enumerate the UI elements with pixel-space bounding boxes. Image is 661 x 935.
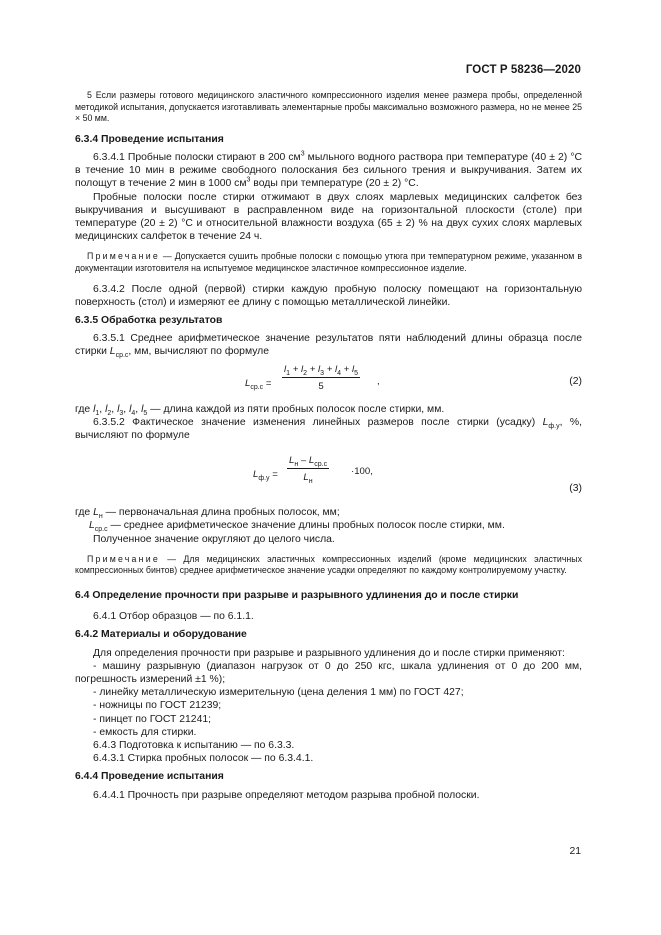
- list-item: - линейку металлическую измерительную (цена деления 1 мм) по ГОСТ 427;: [93, 687, 464, 699]
- section-6-4-title: 6.4 Определение прочности при разрыве и разрывного удлинения до и после стирки: [75, 590, 519, 602]
- formula-2-fraction: [282, 363, 360, 393]
- section-6-4-2-title: 6.4.2 Материалы и оборудование: [75, 629, 247, 641]
- paragraph-6-3-5-1: 6.3.5.1 Среднее арифметическое значение результатов пяти наблюдений длины образца после стирки $L_{ср.с}$, мм, вычисляют по формуле: [75, 333, 582, 360]
- formula-3: [75, 442, 582, 506]
- paragraph-6-4-3: 6.4.3 Подготовка к испытанию — по 6.3.3.: [93, 740, 295, 752]
- list-item: - пинцет по ГОСТ 21241;: [93, 713, 212, 725]
- formula-2-number: (2): [569, 375, 582, 387]
- note-drying: Примечание — Допускается сушить пробные полоски с помощью утюга при температурном режиме, указанном в документации изготовителя на испытуемое медицинское эластичное компрессионное изделие.: [75, 251, 582, 273]
- note-shrinkage: Примечание — Для медицинских эластичных компрессионных изделий (кроме медицинских эластичных компрессионных бинтов) среднее арифметическое значение усадки определяют по каждому контролируемому участку.: [75, 553, 582, 576]
- paragraph-6-4-1: 6.4.1 Отбор образцов — по 6.1.1.: [93, 611, 254, 623]
- paragraph-6-3-4-2: 6.3.4.2 После одной (первой) стирки каждую пробную полоску помещают на горизонтальную поверхность (стол) и измеряют ее длину с помощью металлической линейки.: [75, 283, 582, 308]
- paragraph-6-3-5-2: 6.3.5.2 Фактическое значение изменения линейных размеров после стирки (усадку) $L_{ф.у}$, %, вычисляют по формуле: [75, 416, 582, 442]
- formula-3-numerator: $L_н - L_{ср.с}$: [289, 455, 328, 469]
- paragraph-6-4-2-intro: Для определения прочности при разрыве и разрывного удлинения до и после стирки применяют:: [93, 647, 565, 659]
- formula-2-lhs: $L_{ср.с}$ =: [245, 377, 272, 391]
- where-l-src-definition: $L_{ср.с}$ — среднее арифметическое значение длины пробных полосок после стирки, мм.: [89, 520, 505, 534]
- section-6-3-4-title: 6.3.4 Проведение испытания: [75, 133, 224, 145]
- section-6-3-5-title: 6.3.5 Обработка результатов: [75, 315, 223, 326]
- page-content: [75, 90, 582, 802]
- list-item: - ножницы по ГОСТ 21239;: [93, 700, 222, 712]
- formula-3-denominator: $L_н$: [303, 472, 313, 486]
- paragraph-drying: Пробные полоски после стирки отжимают в двух слоях марлевых медицинских салфеток без выкручивания и высушивают в расправленном виде на горизонтальной плоскости (столе) при температуре (20 ± 2) °С и относительной влажности воздуха (65 ± 2) % на двух сухих слоях марлевых медицинских салфеток в течение 24 ч.: [75, 191, 582, 243]
- formula-2-numerator: $l_1 + l_2 + l_3 + l_4 + l_5$: [284, 363, 358, 377]
- formula-2-denominator: 5: [318, 380, 324, 392]
- paragraph-6-3-4-1: 6.3.4.1 Пробные полоски стирают в 200 $см^3$ мыльного водного раствора при температуре (40 ± 2) °С в течение 10 мин в режиме свободного полоскания без сильного трения и выкручивания. Затем их полощут в течение 2 мин в 1000 $см^3$ воды при температуре (20 ± 2) °С.: [75, 150, 582, 190]
- formula-2: $L_{ср.с}$ = $\frac{l_1 + l_2 + l_3 + l_4 + l_5}{5}$ , (2): [245, 363, 582, 392]
- formula-3-multiplier: ·100,: [351, 466, 373, 478]
- formula-3-number: (3): [569, 483, 582, 495]
- paragraph-6-4-3-1: 6.4.3.1 Стирка пробных полосок — по 6.3.4.1.: [93, 753, 314, 765]
- list-item: - емкость для стирки.: [93, 726, 197, 738]
- formula-3-fraction: [287, 454, 329, 484]
- page-number: 21: [569, 846, 581, 857]
- where-l-n-definition: где $L_н$ — первоначальная длина пробных полосок, мм;: [75, 507, 340, 521]
- where-l-definition: где $l_1$, $l_2$, $l_3$, $l_4$, $l_5$ — длина каждой из пяти пробных полосок после стирки, мм.: [75, 403, 445, 417]
- paragraph-rounding: Полученное значение округляют до целого числа.: [93, 533, 335, 545]
- list-item: - машину разрывную (диапазон нагрузок от 0 до 250 кгс, шкала удлинения от 0 до 200 мм, погрешность измерений ±1 %);: [75, 660, 582, 686]
- section-6-4-4-title: 6.4.4 Проведение испытания: [75, 771, 224, 783]
- standard-header: ГОСТ Р 58236—2020: [465, 64, 581, 76]
- note-5: 5 Если размеры готового медицинского эластичного компрессионного изделия менее размера пробы, определенной методикой испытания, допускается изготавливать элементарные пробы максимально возможного размера, но не менее 25 × 50 мм.: [75, 90, 582, 124]
- formula-3-lhs: $L_{ф.у}$ =: [253, 469, 278, 483]
- paragraph-6-4-4-1: 6.4.4.1 Прочность при разрыве определяют методом разрыва пробной полоски.: [93, 789, 480, 801]
